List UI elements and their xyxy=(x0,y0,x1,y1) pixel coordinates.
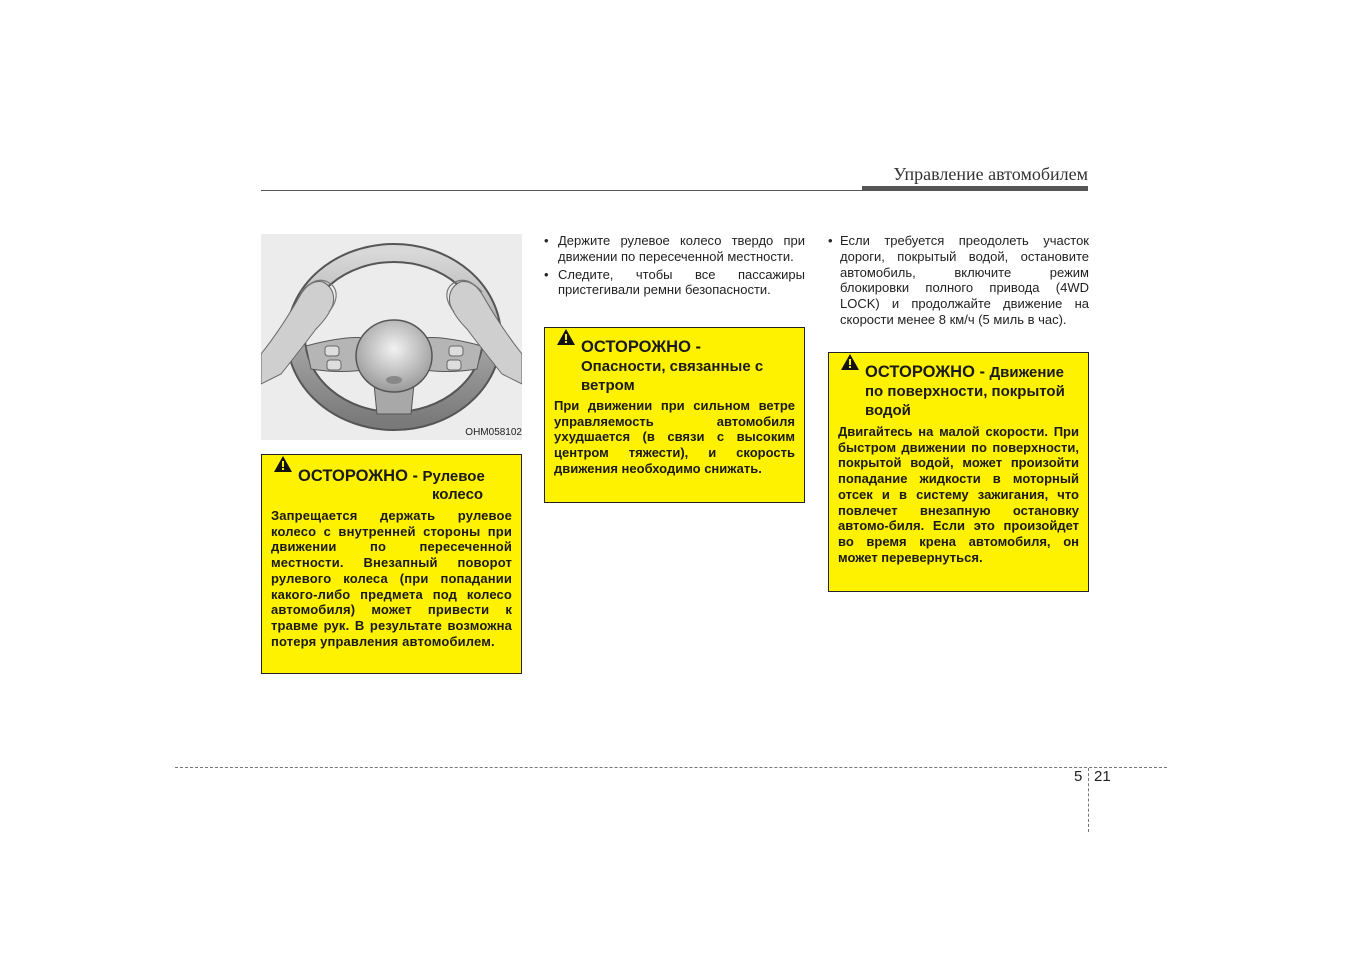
bullet-item: • Держите рулевое колесо твердо при движении по пересеченной местности. xyxy=(544,233,805,265)
warning-box-water xyxy=(828,352,1089,592)
warning-subtitle: Рулевое xyxy=(422,468,485,485)
section-number: 5 xyxy=(1074,768,1083,785)
warning-triangle-icon xyxy=(274,456,292,472)
steering-wheel-illustration xyxy=(261,234,522,440)
warning-triangle-icon xyxy=(557,329,575,345)
warning-body: При движении при сильном ветре управляемость автомобиля ухудшается (в связи с высоким центром тяжести), и скорость движения необходимо снижать. xyxy=(554,398,795,476)
header-rule xyxy=(261,190,1088,191)
bullet-item: • Следите, чтобы все пассажиры пристегивали ремни безопасности. xyxy=(544,267,805,299)
warning-title: ОСТОРОЖНО - xyxy=(865,363,985,381)
warning-body: Запрещается держать рулевое колесо с внутренней стороны при движении по пересеченной местности. Внезапный поворот рулевого колеса (при попадании какого-либо предмета под колесо автомобиля) может привести к травме рук. В результате возможна потеря управления автомобилем. xyxy=(271,508,512,649)
warning-box-steering xyxy=(261,454,522,674)
warning-body: Двигайтесь на малой скорости. При быстром движении по поверхности, покрытой водой, может произойти попадание жидкости в моторный отсек и в систему зажигания, что повлечет внезапную остановку автомо-биля. Если это произойдет во время крена автомобиля, он может перевернуться. xyxy=(838,424,1079,565)
bullet-item: • Если требуется преодолеть участок дороги, покрытый водой, остановите автомобиль, включите режим блокировки полного привода (4WD LOCK) и продолжайте движение на скорости менее 8 км/ч (5 миль в час). xyxy=(828,233,1089,328)
warning-heading xyxy=(262,455,521,504)
bullet-list-right xyxy=(828,233,1089,330)
warning-title: ОСТОРОЖНО - xyxy=(581,338,701,356)
footer-vertical-dashed-rule xyxy=(1088,768,1089,832)
warning-box-wind xyxy=(544,327,805,503)
warning-subtitle-cont: по поверхности, покрытой водой xyxy=(865,383,1065,419)
warning-triangle-icon xyxy=(841,354,859,370)
warning-title: ОСТОРОЖНО - xyxy=(298,467,418,485)
warning-subtitle-cont: колесо xyxy=(432,486,484,503)
figure-code: OHM058102 xyxy=(465,427,522,438)
page-header-title: Управление автомобилем xyxy=(893,164,1088,184)
steering-wheel-icon xyxy=(261,234,522,440)
warning-heading xyxy=(545,328,804,395)
footer-dashed-rule xyxy=(175,767,1167,768)
warning-subtitle: Движение xyxy=(989,364,1064,381)
warning-heading xyxy=(829,353,1088,420)
warning-subtitle: Опасности, связанные с ветром xyxy=(581,358,764,394)
page-number: 21 xyxy=(1094,768,1111,785)
bullet-list-middle xyxy=(544,233,805,300)
